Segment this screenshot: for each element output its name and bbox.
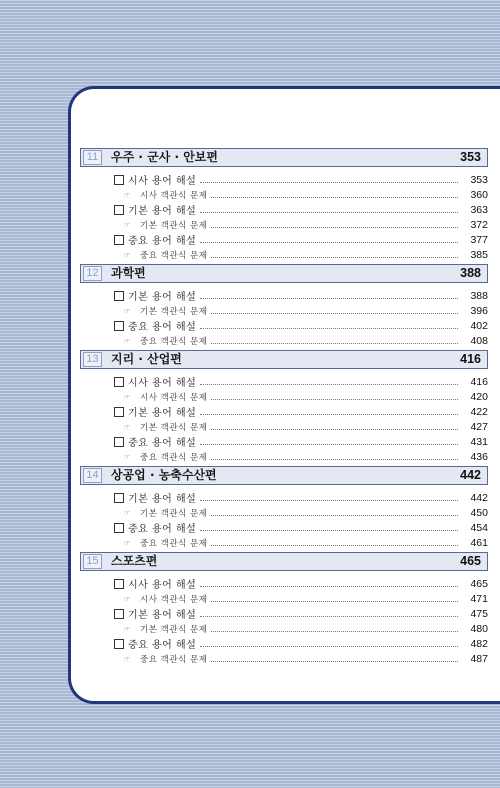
entry-label: 시사 용어 해설 — [128, 580, 197, 591]
entry-label: 중요 용어 해설 — [128, 640, 197, 651]
section-number: 11 — [83, 150, 102, 165]
dot-leader — [200, 242, 458, 243]
pointing-hand-icon: ☞ — [124, 508, 130, 517]
section-header[interactable] — [80, 264, 488, 283]
pointing-hand-icon: ☞ — [124, 654, 130, 663]
checkbox-icon — [114, 437, 124, 447]
toc-entry[interactable] — [80, 172, 488, 187]
entry-label: 중요 객관식 문제 — [140, 336, 208, 347]
section-header[interactable] — [80, 148, 488, 167]
entry-page-number: 377 — [470, 233, 488, 246]
checkbox-icon — [114, 523, 124, 533]
toc-subentry[interactable] — [80, 247, 488, 262]
entry-page-number: 482 — [470, 637, 488, 650]
toc-entry[interactable] — [80, 520, 488, 535]
dot-leader — [200, 298, 458, 299]
toc-section — [80, 466, 488, 550]
entry-label: 중요 객관식 문제 — [140, 452, 208, 463]
checkbox-icon — [114, 609, 124, 619]
toc-entry[interactable] — [80, 288, 488, 303]
toc-entry[interactable] — [80, 374, 488, 389]
toc-subentry[interactable] — [80, 651, 488, 666]
entry-label: 중요 용어 해설 — [128, 236, 197, 247]
entry-page-number: 487 — [470, 652, 488, 665]
toc-subentry[interactable] — [80, 303, 488, 318]
section-page-number: 416 — [460, 352, 481, 366]
section-title: 과학편 — [111, 266, 146, 280]
pointing-hand-icon: ☞ — [124, 336, 130, 345]
dot-leader — [211, 343, 458, 344]
section-number: 13 — [83, 352, 102, 367]
dot-leader — [211, 661, 458, 662]
toc-subentry[interactable] — [80, 621, 488, 636]
toc-entry[interactable] — [80, 318, 488, 333]
checkbox-icon — [114, 377, 124, 387]
entry-label: 기본 객관식 문제 — [140, 508, 208, 519]
entry-page-number: 420 — [470, 390, 488, 403]
entry-page-number: 363 — [470, 203, 488, 216]
dot-leader — [211, 429, 458, 430]
checkbox-icon — [114, 235, 124, 245]
pointing-hand-icon: ☞ — [124, 220, 130, 229]
toc-subentry[interactable] — [80, 389, 488, 404]
entry-label: 기본 용어 해설 — [128, 610, 197, 621]
pointing-hand-icon: ☞ — [124, 190, 130, 199]
pointing-hand-icon: ☞ — [124, 624, 130, 633]
section-number: 15 — [83, 554, 102, 569]
pointing-hand-icon: ☞ — [124, 594, 130, 603]
pointing-hand-icon: ☞ — [124, 306, 130, 315]
entry-page-number: 385 — [470, 248, 488, 261]
section-title: 스포츠편 — [111, 554, 158, 568]
toc-subentry[interactable] — [80, 449, 488, 464]
section-header[interactable] — [80, 350, 488, 369]
section-page-number: 442 — [460, 468, 481, 482]
entry-page-number: 465 — [470, 577, 488, 590]
dot-leader — [211, 631, 458, 632]
section-header[interactable] — [80, 466, 488, 485]
pointing-hand-icon: ☞ — [124, 538, 130, 547]
toc-entry[interactable] — [80, 606, 488, 621]
toc-subentry[interactable] — [80, 187, 488, 202]
entry-page-number: 388 — [470, 289, 488, 302]
entry-page-number: 360 — [470, 188, 488, 201]
toc-subentry[interactable] — [80, 591, 488, 606]
entry-page-number: 454 — [470, 521, 488, 534]
dot-leader — [200, 414, 458, 415]
checkbox-icon — [114, 175, 124, 185]
entry-label: 기본 객관식 문제 — [140, 422, 208, 433]
dot-leader — [211, 197, 458, 198]
pointing-hand-icon: ☞ — [124, 250, 130, 259]
dot-leader — [200, 530, 458, 531]
dot-leader — [211, 399, 458, 400]
toc-entry[interactable] — [80, 404, 488, 419]
section-number: 14 — [83, 468, 102, 483]
entry-label: 기본 용어 해설 — [128, 292, 197, 303]
checkbox-icon — [114, 291, 124, 301]
entry-page-number: 431 — [470, 435, 488, 448]
entry-page-number: 461 — [470, 536, 488, 549]
entry-label: 중요 객관식 문제 — [140, 250, 208, 261]
toc-section — [80, 552, 488, 666]
entry-label: 시사 용어 해설 — [128, 378, 197, 389]
entry-label: 중요 용어 해설 — [128, 438, 197, 449]
entry-label: 시사 객관식 문제 — [140, 594, 208, 605]
entry-page-number: 480 — [470, 622, 488, 635]
toc-entry[interactable] — [80, 490, 488, 505]
toc-subentry[interactable] — [80, 419, 488, 434]
checkbox-icon — [114, 493, 124, 503]
section-items — [80, 490, 488, 550]
section-items — [80, 374, 488, 464]
checkbox-icon — [114, 407, 124, 417]
dot-leader — [200, 384, 458, 385]
section-number: 12 — [83, 266, 102, 281]
toc-section — [80, 264, 488, 348]
entry-page-number: 471 — [470, 592, 488, 605]
dot-leader — [200, 444, 458, 445]
dot-leader — [211, 227, 458, 228]
entry-label: 시사 객관식 문제 — [140, 190, 208, 201]
pointing-hand-icon: ☞ — [124, 422, 130, 431]
entry-label: 기본 용어 해설 — [128, 206, 197, 217]
dot-leader — [211, 313, 458, 314]
dot-leader — [211, 545, 458, 546]
dot-leader — [200, 182, 458, 183]
dot-leader — [211, 257, 458, 258]
dot-leader — [211, 459, 458, 460]
checkbox-icon — [114, 579, 124, 589]
pointing-hand-icon: ☞ — [124, 392, 130, 401]
dot-leader — [200, 500, 458, 501]
toc-subentry[interactable] — [80, 535, 488, 550]
entry-label: 시사 용어 해설 — [128, 176, 197, 187]
dot-leader — [211, 515, 458, 516]
entry-label: 중요 객관식 문제 — [140, 654, 208, 665]
entry-label: 기본 용어 해설 — [128, 494, 197, 505]
toc-section — [80, 350, 488, 464]
toc-section — [80, 148, 488, 262]
dot-leader — [200, 646, 458, 647]
entry-label: 중요 용어 해설 — [128, 322, 197, 333]
entry-page-number: 436 — [470, 450, 488, 463]
entry-page-number: 427 — [470, 420, 488, 433]
entry-page-number: 450 — [470, 506, 488, 519]
section-title: 우주 · 군사 · 안보편 — [111, 150, 218, 164]
checkbox-icon — [114, 639, 124, 649]
entry-page-number: 475 — [470, 607, 488, 620]
section-page-number: 465 — [460, 554, 481, 568]
entry-page-number: 402 — [470, 319, 488, 332]
section-page-number: 388 — [460, 266, 481, 280]
entry-label: 기본 객관식 문제 — [140, 220, 208, 231]
dot-leader — [200, 328, 458, 329]
entry-page-number: 422 — [470, 405, 488, 418]
entry-label: 기본 객관식 문제 — [140, 306, 208, 317]
section-items — [80, 172, 488, 262]
toc-entry[interactable] — [80, 434, 488, 449]
entry-page-number: 372 — [470, 218, 488, 231]
section-items — [80, 288, 488, 348]
entry-label: 기본 객관식 문제 — [140, 624, 208, 635]
dot-leader — [211, 601, 458, 602]
entry-page-number: 442 — [470, 491, 488, 504]
toc-subentry[interactable] — [80, 505, 488, 520]
dot-leader — [200, 212, 458, 213]
entry-label: 중요 객관식 문제 — [140, 538, 208, 549]
toc-entry[interactable] — [80, 232, 488, 247]
entry-page-number: 396 — [470, 304, 488, 317]
toc-subentry[interactable] — [80, 217, 488, 232]
entry-label: 기본 용어 해설 — [128, 408, 197, 419]
toc-entry[interactable] — [80, 636, 488, 651]
section-header[interactable] — [80, 552, 488, 571]
checkbox-icon — [114, 321, 124, 331]
dot-leader — [200, 616, 458, 617]
section-title: 지리 · 산업편 — [111, 352, 182, 366]
section-items — [80, 576, 488, 666]
entry-label: 시사 객관식 문제 — [140, 392, 208, 403]
entry-page-number: 408 — [470, 334, 488, 347]
toc-entry[interactable] — [80, 202, 488, 217]
entry-page-number: 416 — [470, 375, 488, 388]
checkbox-icon — [114, 205, 124, 215]
toc-subentry[interactable] — [80, 333, 488, 348]
toc-entry[interactable] — [80, 576, 488, 591]
section-page-number: 353 — [460, 150, 481, 164]
entry-label: 중요 용어 해설 — [128, 524, 197, 535]
dot-leader — [200, 586, 458, 587]
pointing-hand-icon: ☞ — [124, 452, 130, 461]
entry-page-number: 353 — [470, 173, 488, 186]
section-title: 상공업 · 농축수산편 — [111, 468, 217, 482]
